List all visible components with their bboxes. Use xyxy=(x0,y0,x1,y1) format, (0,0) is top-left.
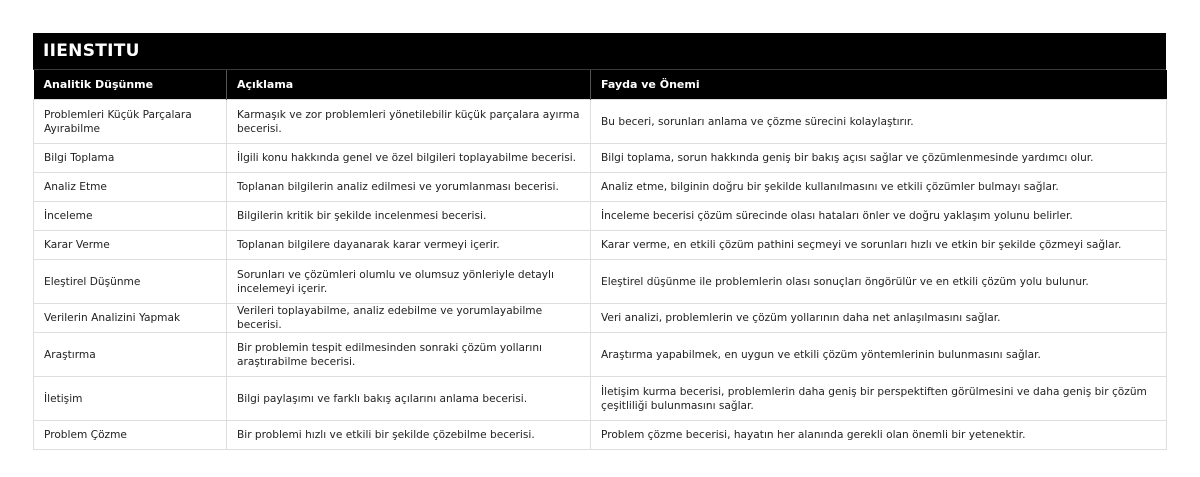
column-header-benefit: Fayda ve Önemi xyxy=(591,70,1167,100)
cell-skill: Analiz Etme xyxy=(34,173,227,202)
cell-skill: İnceleme xyxy=(34,202,227,231)
cell-benefit: Karar verme, en etkili çözüm pathini seçmeyi ve sorunları hızlı ve etkin bir şekilde çözmeyi sağlar. xyxy=(591,231,1167,260)
table-row xyxy=(34,100,1167,144)
cell-description: Verileri toplayabilme, analiz edebilme ve yorumlayabilme becerisi. xyxy=(227,304,591,333)
cell-benefit: Analiz etme, bilginin doğru bir şekilde kullanılmasını ve etkili çözümler bulmayı sağlar. xyxy=(591,173,1167,202)
table-row xyxy=(34,333,1167,377)
table-row xyxy=(34,231,1167,260)
cell-description: Bilgi paylaşımı ve farklı bakış açılarını anlama becerisi. xyxy=(227,377,591,421)
table-row xyxy=(34,202,1167,231)
table-row xyxy=(34,260,1167,304)
column-header-skill: Analitik Düşünme xyxy=(34,70,227,100)
table-row xyxy=(34,173,1167,202)
cell-description: Bilgilerin kritik bir şekilde incelenmesi becerisi. xyxy=(227,202,591,231)
cell-description: Sorunları ve çözümleri olumlu ve olumsuz yönleriyle detaylı incelemeyi içerir. xyxy=(227,260,591,304)
cell-skill: Araştırma xyxy=(34,333,227,377)
table-row xyxy=(34,304,1167,333)
cell-skill: Eleştirel Düşünme xyxy=(34,260,227,304)
cell-benefit: Bu beceri, sorunları anlama ve çözme sürecini kolaylaştırır. xyxy=(591,100,1167,144)
cell-skill: Karar Verme xyxy=(34,231,227,260)
cell-skill: İletişim xyxy=(34,377,227,421)
cell-description: Toplanan bilgilerin analiz edilmesi ve yorumlanması becerisi. xyxy=(227,173,591,202)
cell-description: Toplanan bilgilere dayanarak karar vermeyi içerir. xyxy=(227,231,591,260)
cell-description: İlgili konu hakkında genel ve özel bilgileri toplayabilme becerisi. xyxy=(227,144,591,173)
column-header-description: Açıklama xyxy=(227,70,591,100)
table-header-row xyxy=(34,70,1167,100)
cell-benefit: Bilgi toplama, sorun hakkında geniş bir bakış açısı sağlar ve çözümlenmesinde yardımcı olur. xyxy=(591,144,1167,173)
cell-benefit: Veri analizi, problemlerin ve çözüm yollarının daha net anlaşılmasını sağlar. xyxy=(591,304,1167,333)
cell-benefit: İnceleme becerisi çözüm sürecinde olası hataları önler ve doğru yaklaşım yolunu belirler. xyxy=(591,202,1167,231)
table-row xyxy=(34,421,1167,450)
cell-description: Bir problemin tespit edilmesinden sonraki çözüm yollarını araştırabilme becerisi. xyxy=(227,333,591,377)
table-row xyxy=(34,144,1167,173)
cell-benefit: Araştırma yapabilmek, en uygun ve etkili çözüm yöntemlerinin bulunmasını sağlar. xyxy=(591,333,1167,377)
content-table-container xyxy=(33,33,1166,450)
cell-skill: Problem Çözme xyxy=(34,421,227,450)
brand-title: IIENSTITU xyxy=(33,33,1166,70)
cell-skill: Problemleri Küçük Parçalara Ayırabilme xyxy=(34,100,227,144)
cell-description: Karmaşık ve zor problemleri yönetilebilir küçük parçalara ayırma becerisi. xyxy=(227,100,591,144)
cell-benefit: Eleştirel düşünme ile problemlerin olası sonuçları öngörülür ve en etkili çözüm yolu bulunur. xyxy=(591,260,1167,304)
cell-description: Bir problemi hızlı ve etkili bir şekilde çözebilme becerisi. xyxy=(227,421,591,450)
cell-skill: Verilerin Analizini Yapmak xyxy=(34,304,227,333)
cell-benefit: İletişim kurma becerisi, problemlerin daha geniş bir perspektiften görülmesini ve daha geniş bir çözüm çeşitliliği bulunmasını sağlar. xyxy=(591,377,1167,421)
cell-skill: Bilgi Toplama xyxy=(34,144,227,173)
table-row xyxy=(34,377,1167,421)
analytic-thinking-table xyxy=(33,70,1167,450)
cell-benefit: Problem çözme becerisi, hayatın her alanında gerekli olan önemli bir yetenektir. xyxy=(591,421,1167,450)
